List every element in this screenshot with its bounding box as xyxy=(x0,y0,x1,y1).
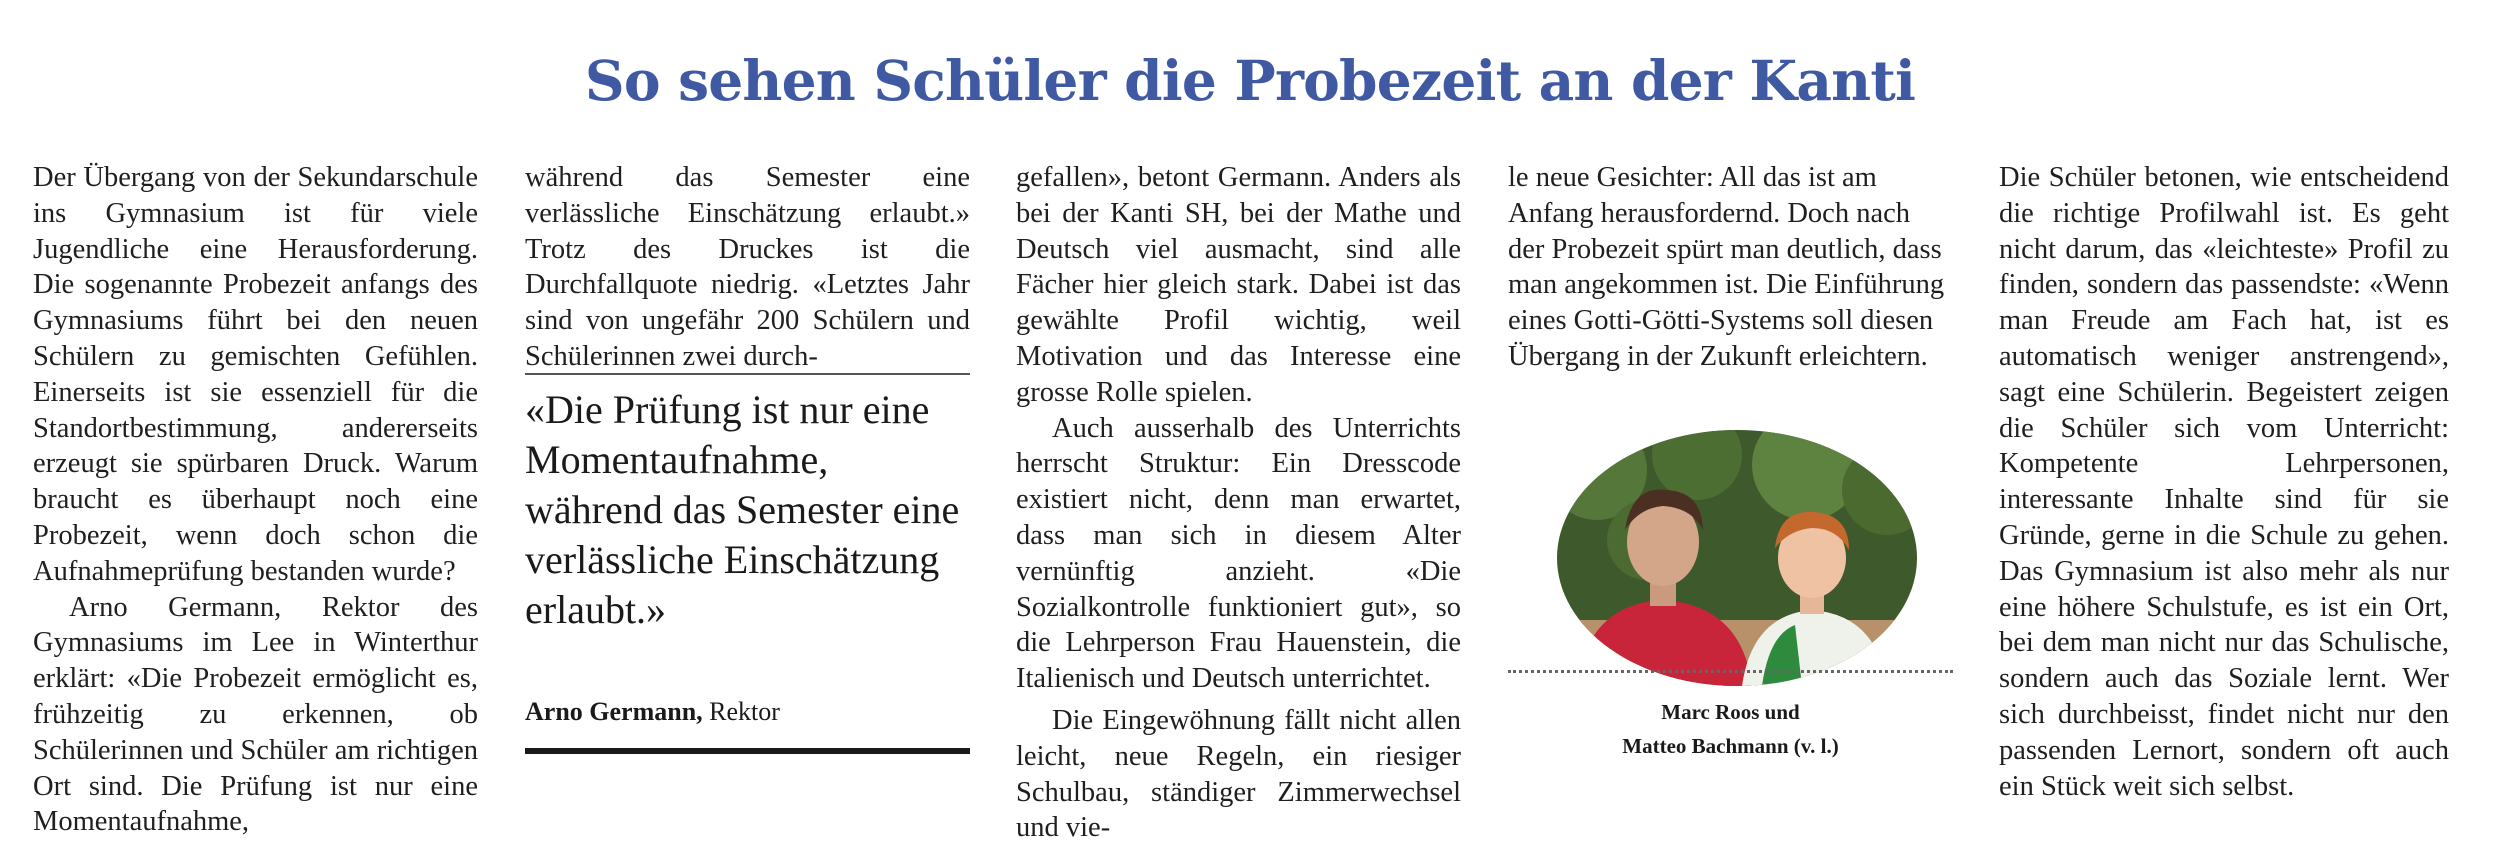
paragraph: gefallen», betont Germann. Anders als bei der Kanti SH, bei der Mathe und Deutsch viel ausmacht, sind alle Fächer hier gleich stark. Dabei ist das gewählte Profil wichtig, weil Motivation und das Interesse eine grosse Rolle spielen. xyxy=(1016,162,1461,408)
paragraph: Der Übergang von der Sekundarschule ins Gymnasium ist für viele Jugendliche eine Herausforderung. Die sogenannte Probezeit anfangs des Gymnasiums führt bei den neuen Schülern zu gemischten Gefühlen. Einerseits ist sie essenziell für die Standortbestimmung, andererseits erzeugt sie spürbaren Druck. Warum braucht es überhaupt noch eine Probezeit, wenn doch schon die Aufnahmeprüfung bestanden wurde? xyxy=(33,162,478,587)
paragraph: Arno Germann, Rektor des Gymnasiums im Lee in Winterthur erklärt: «Die Probezeit ermöglicht es, frühzeitig zu erkennen, ob Schülerinnen und Schüler am richtigen Ort sind. Die Prüfung ist nur eine Momentaufnahme, xyxy=(33,591,478,838)
article-column-3 xyxy=(1016,160,1461,846)
paragraph: Die Schüler betonen, wie entscheidend die richtige Profilwahl ist. Es geht nicht darum, das «leichteste» Profil zu finden, sondern das passendste: «Wenn man Freude am Fach hat, ist es automatisch weniger anstrengend», sagt eine Schülerin. Begeistert zeigen die Schüler sich vom Unterricht: Kompetente Lehrpersonen, interessante Inhalte sind für sie Gründe, gerne in die Schule zu gehen. Das Gymnasium ist also mehr als nur eine höhere Schulstufe, es ist ein Ort, bei dem man nicht nur das Schulische, sondern auch das Soziale lernt. Wer sich durchbeisst, findet nicht nur den passenden Lernort, sondern oft auch ein Stück weit sich selbst. xyxy=(1999,162,2449,802)
paragraph: le neue Gesichter: All das ist am Anfang herausfordernd. Doch nach der Probezeit spürt man deutlich, dass man angekommen ist. Die Einführung eines Gotti-Götti-Systems soll diesen Übergang in der Zukunft erleichtern. xyxy=(1508,162,1945,372)
article-column-2 xyxy=(525,160,970,375)
photo-caption xyxy=(1508,695,1953,763)
article-column-1 xyxy=(33,160,478,840)
pullquote-role: Rektor xyxy=(702,697,780,726)
pullquote-bottom-rule xyxy=(525,748,970,754)
paragraph: während das Semester eine verlässliche Einschätzung erlaubt.» Trotz des Druckes ist die Durchfallquote niedrig. «Letztes Jahr sind von ungefähr 200 Schülern und Schülerinnen zwei durch- xyxy=(525,162,970,372)
students-photo xyxy=(1557,430,1917,686)
pullquote-text: «Die Prüfung ist nur eine Momentaufnahme, während das Semester eine verlässliche Einschätzung erlaubt.» xyxy=(525,387,960,632)
pullquote-author: Arno Germann, xyxy=(525,697,703,726)
pullquote-attribution xyxy=(525,697,970,727)
article-column-4 xyxy=(1508,160,1953,375)
paragraph: Auch ausserhalb des Unterrichts herrscht Struktur: Ein Dresscode existiert nicht, denn man erwartet, dass man sich in diesem Alter vernünftig anzieht. «Die Sozialkontrolle funktioniert gut», so die Lehrperson Frau Hauenstein, die Italienisch und Deutsch unterrichtet. xyxy=(1016,412,1461,695)
pullquote-top-rule xyxy=(525,373,970,375)
caption-dotted-rule xyxy=(1508,670,1953,673)
paragraph: Die Eingewöhnung fällt nicht allen leicht, neue Regeln, ein riesiger Schulbau, ständiger Zimmerwechsel und vie- xyxy=(1016,704,1461,844)
article-headline: So sehen Schüler die Probezeit an der Kanti xyxy=(584,48,1916,113)
caption-line: Marc Roos und xyxy=(1661,700,1800,724)
caption-line: Matteo Bachmann (v. l.) xyxy=(1622,734,1839,758)
article-column-5 xyxy=(1999,160,2449,804)
